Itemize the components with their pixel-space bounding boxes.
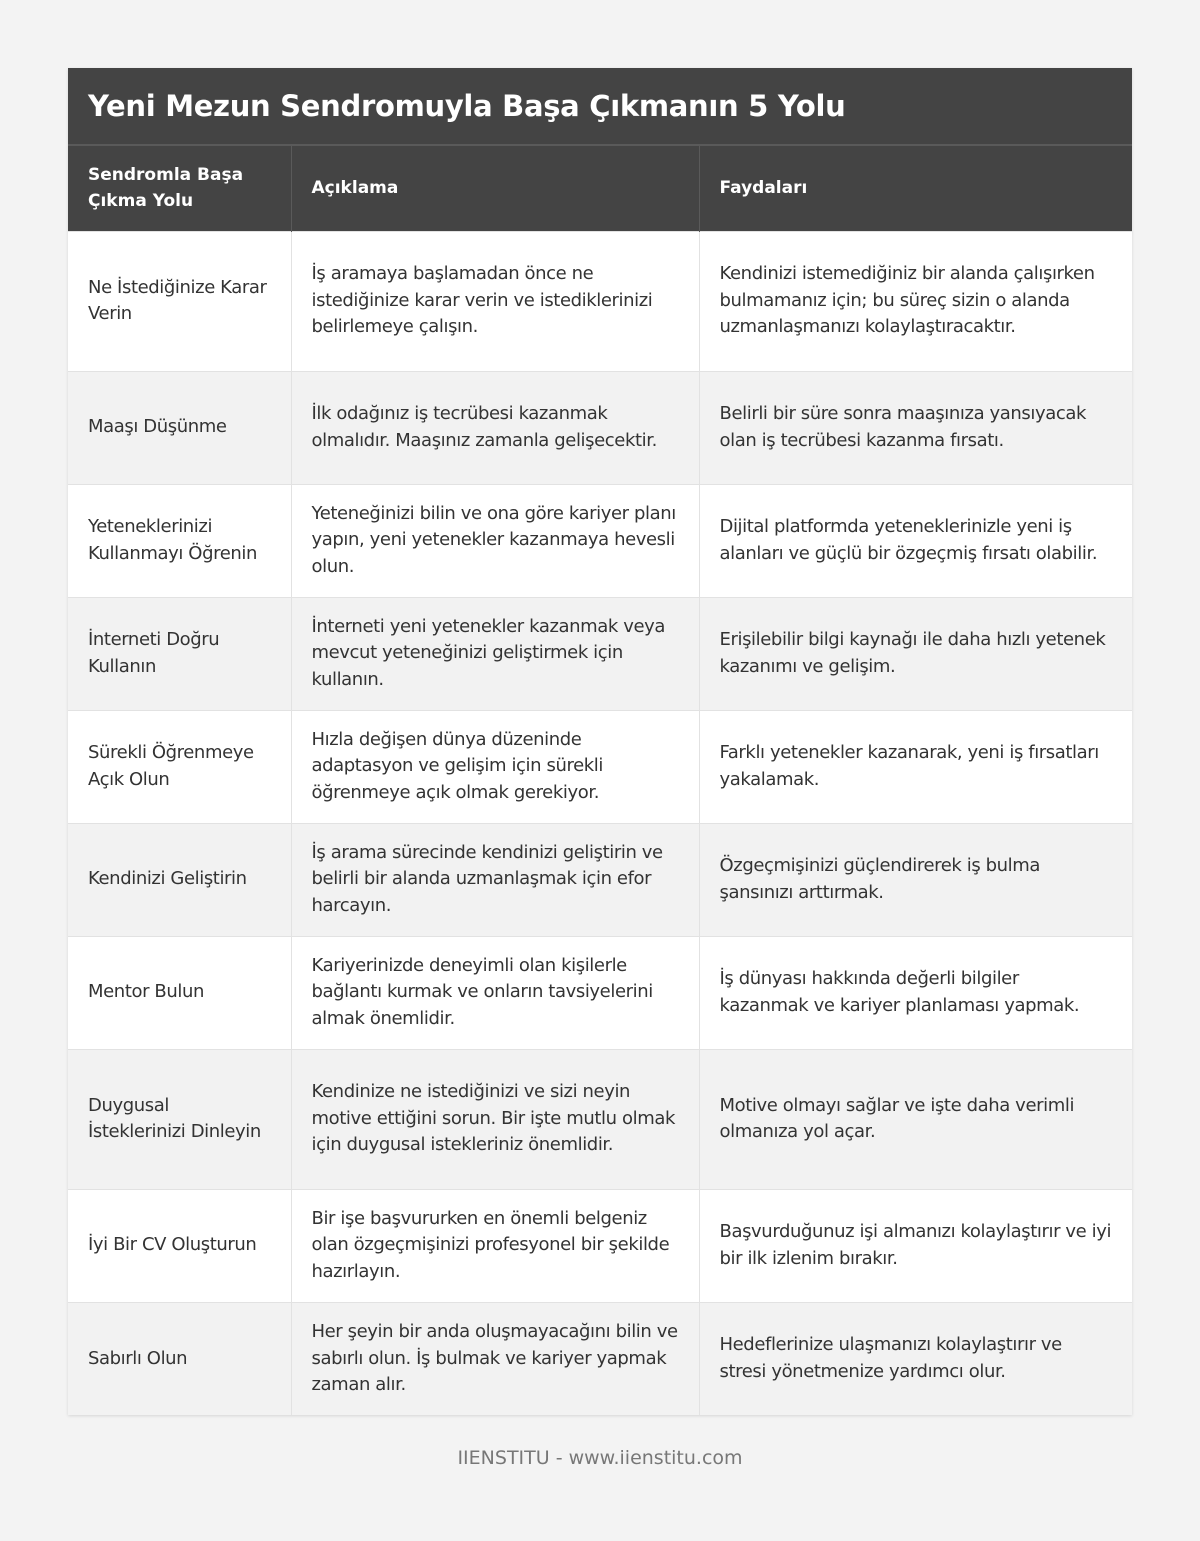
cell-method: Mentor Bulun: [68, 936, 291, 1049]
cell-method: Ne İstediğinize Karar Verin: [68, 231, 291, 371]
cell-description: Kendinize ne istediğinizi ve sizi neyin motive ettiğini sorun. Bir işte mutlu olmak için duygusal istekleriniz önemlidir.: [291, 1049, 699, 1189]
table-row: [68, 231, 1132, 371]
cell-description: İş aramaya başlamadan önce ne istediğinize karar verin ve istediklerinizi belirlemeye çalışın.: [291, 231, 699, 371]
cell-method: Sürekli Öğrenmeye Açık Olun: [68, 710, 291, 823]
cell-benefits: Motive olmayı sağlar ve işte daha verimli olmanıza yol açar.: [699, 1049, 1132, 1189]
table-header-row: [68, 145, 1132, 231]
cell-benefits: İş dünyası hakkında değerli bilgiler kazanmak ve kariyer planlaması yapmak.: [699, 936, 1132, 1049]
column-header-method: Sendromla Başa Çıkma Yolu: [68, 145, 291, 231]
cell-method: Maaşı Düşünme: [68, 371, 291, 484]
cell-description: İlk odağınız iş tecrübesi kazanmak olmalıdır. Maaşınız zamanla gelişecektir.: [291, 371, 699, 484]
page-title: Yeni Mezun Sendromuyla Başa Çıkmanın 5 Yolu: [88, 89, 846, 123]
table-row: [68, 1302, 1132, 1415]
title-bar: [68, 68, 1132, 144]
column-header-description: Açıklama: [291, 145, 699, 231]
cell-description: Kariyerinizde deneyimli olan kişilerle bağlantı kurmak ve onların tavsiyelerini almak önemlidir.: [291, 936, 699, 1049]
cell-description: Hızla değişen dünya düzeninde adaptasyon ve gelişim için sürekli öğrenmeye açık olmak gerekiyor.: [291, 710, 699, 823]
cell-method: Kendinizi Geliştirin: [68, 823, 291, 936]
cell-description: Yeteneğinizi bilin ve ona göre kariyer planı yapın, yeni yetenekler kazanmaya hevesli olun.: [291, 484, 699, 597]
cell-benefits: Kendinizi istemediğiniz bir alanda çalışırken bulmamanız için; bu süreç sizin o alanda uzmanlaşmanızı kolaylaştıracaktır.: [699, 231, 1132, 371]
table-row: [68, 1189, 1132, 1302]
cell-description: Bir işe başvururken en önemli belgeniz olan özgeçmişinizi profesyonel bir şekilde hazırlayın.: [291, 1189, 699, 1302]
table-card: [68, 68, 1132, 1415]
cell-description: İş arama sürecinde kendinizi geliştirin ve belirli bir alanda uzmanlaşmak için efor harcayın.: [291, 823, 699, 936]
column-header-benefits: Faydaları: [699, 145, 1132, 231]
footer-credit: IIENSTITU - www.iienstitu.com: [457, 1447, 743, 1469]
cell-method: Duygusal İsteklerinizi Dinleyin: [68, 1049, 291, 1189]
cell-description: İnterneti yeni yetenekler kazanmak veya mevcut yeteneğinizi geliştirmek için kullanın.: [291, 597, 699, 710]
cell-benefits: Başvurduğunuz işi almanızı kolaylaştırır ve iyi bir ilk izlenim bırakır.: [699, 1189, 1132, 1302]
cell-method: İyi Bir CV Oluşturun: [68, 1189, 291, 1302]
cell-description: Her şeyin bir anda oluşmayacağını bilin ve sabırlı olun. İş bulmak ve kariyer yapmak zaman alır.: [291, 1302, 699, 1415]
table-row: [68, 371, 1132, 484]
cell-benefits: Farklı yetenekler kazanarak, yeni iş fırsatları yakalamak.: [699, 710, 1132, 823]
cell-benefits: Belirli bir süre sonra maaşınıza yansıyacak olan iş tecrübesi kazanma fırsatı.: [699, 371, 1132, 484]
table-row: [68, 710, 1132, 823]
table-row: [68, 1049, 1132, 1189]
cell-method: Sabırlı Olun: [68, 1302, 291, 1415]
table-row: [68, 597, 1132, 710]
data-table: [68, 144, 1132, 1415]
cell-benefits: Hedeflerinize ulaşmanızı kolaylaştırır ve stresi yönetmenize yardımcı olur.: [699, 1302, 1132, 1415]
cell-benefits: Erişilebilir bilgi kaynağı ile daha hızlı yetenek kazanımı ve gelişim.: [699, 597, 1132, 710]
cell-method: Yeteneklerinizi Kullanmayı Öğrenin: [68, 484, 291, 597]
cell-method: İnterneti Doğru Kullanın: [68, 597, 291, 710]
cell-benefits: Dijital platformda yeteneklerinizle yeni iş alanları ve güçlü bir özgeçmiş fırsatı olabilir.: [699, 484, 1132, 597]
cell-benefits: Özgeçmişinizi güçlendirerek iş bulma şansınızı arttırmak.: [699, 823, 1132, 936]
table-row: [68, 936, 1132, 1049]
table-row: [68, 823, 1132, 936]
table-row: [68, 484, 1132, 597]
